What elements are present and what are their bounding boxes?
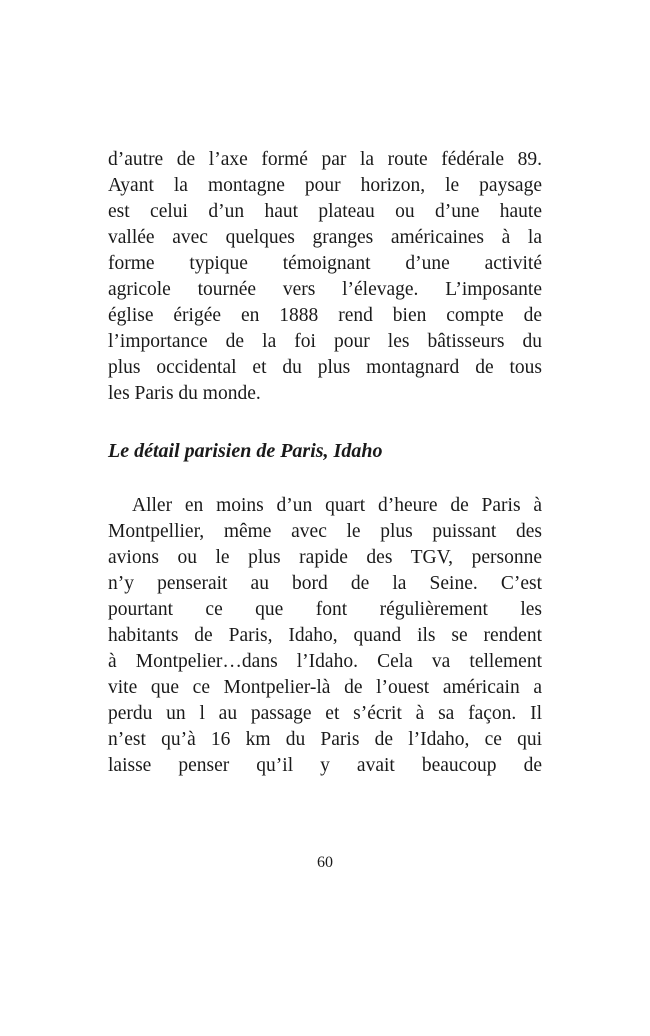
text-line: Montpellier, même avec le plus puissant des [108, 521, 542, 542]
text-line: église érigée en 1888 rend bien compte de [108, 305, 542, 326]
text-line: Aller en moins d’un quart d’heure de Paris à [132, 495, 542, 516]
text-line: vallée avec quelques granges américaines à la [108, 227, 542, 248]
text-line: les Paris du monde. [108, 383, 261, 404]
text-line: d’autre de l’axe formé par la route fédérale 89. [108, 149, 542, 170]
text-line: l’importance de la foi pour les bâtisseurs du [108, 331, 542, 352]
text-line: est celui d’un haut plateau ou d’une haute [108, 201, 542, 222]
text-line: plus occidental et du plus montagnard de tous [108, 357, 542, 378]
text-line: n’y penserait au bord de la Seine. C’est [108, 573, 542, 594]
text-line: forme typique témoignant d’une activité [108, 253, 542, 274]
text-line: n’est qu’à 16 km du Paris de l’Idaho, ce qui [108, 729, 542, 750]
text-line: à Montpelier…dans l’Idaho. Cela va tellement [108, 651, 542, 672]
text-line: agricole tournée vers l’élevage. L’imposante [108, 279, 542, 300]
section-heading: Le détail parisien de Paris, Idaho [108, 440, 383, 462]
text-line: avions ou le plus rapide des TGV, personne [108, 547, 542, 568]
paragraph-continued [108, 147, 542, 407]
text-line: pourtant ce que font régulièrement les [108, 599, 542, 620]
paragraph [108, 493, 542, 779]
text-line: laisse penser qu’il y avait beaucoup de [108, 755, 542, 776]
text-line: Ayant la montagne pour horizon, le paysage [108, 175, 542, 196]
page-number: 60 [317, 854, 333, 871]
text-line: perdu un l au passage et s’écrit à sa façon. Il [108, 703, 542, 724]
text-line: vite que ce Montpelier-là de l’ouest américain a [108, 677, 542, 698]
text-line: habitants de Paris, Idaho, quand ils se rendent [108, 625, 542, 646]
